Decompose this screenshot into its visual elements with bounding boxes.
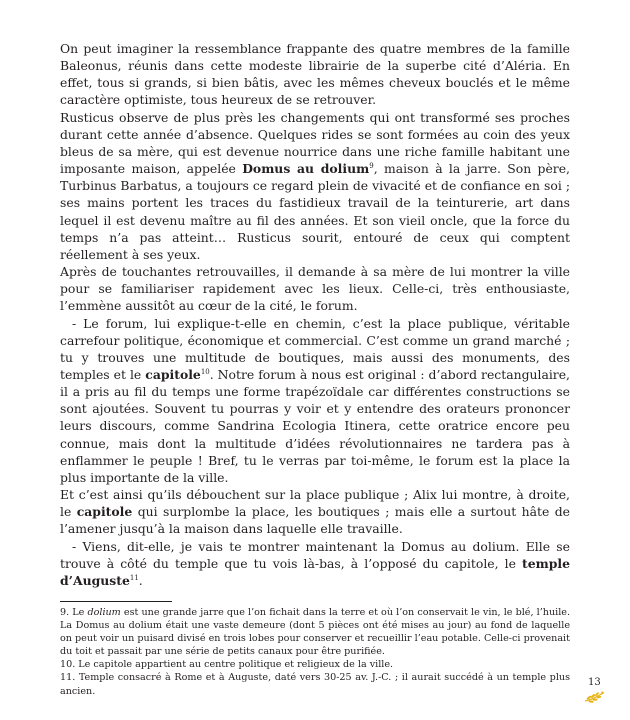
footnote-reference: 9 (369, 161, 374, 170)
bold-term: temple d’Auguste (60, 555, 570, 588)
bold-term: capitole (76, 504, 133, 520)
paragraph (60, 40, 570, 109)
footnote (60, 671, 570, 697)
bold-term: Domus au dolium (242, 161, 370, 177)
text-run: On peut imaginer la ressemblance frappante des quatre membres de la famille Baleonus, réunis dans cette modeste librairie de la superbe cité d’Aléria. En effet, tous si grands, si bien bâtis, avec les mêmes cheveux bouclés et le même caractère optimiste, tous heureux de se retrouver. (60, 41, 570, 108)
footnote-reference: 10 (200, 367, 210, 376)
text-run: 9. Le (60, 607, 88, 618)
paragraph (60, 109, 570, 263)
text-run: 10. Le capitole appartient au centre politique et religieux de la ville. (60, 659, 394, 671)
text-run: . Notre forum à nous est original : d’abord rectangulaire, il a pris au fil du temps une forme trapézoïdale car différentes constructions se sont ajoutées. Souvent tu pourras y voir et y entendre des orateurs prononcer leurs discours, comme Sandrina Ecologia Itinera, cette oratrice encore peu connue, mais dont la multitude d’idées révolutionnaires ne tardera pas à enflammer le peuple ! Bref, tu le verras par toi-même, le forum est la place la plus importante de la ville. (60, 366, 570, 485)
footnote (60, 606, 570, 658)
footnote-separator (60, 601, 172, 602)
laurel-icon (582, 690, 606, 704)
footnote-reference: 11 (129, 573, 139, 582)
text-run: est une grande jarre que l’on fichait dans la terre et où l’on conservait le vin, le blé, l’huile. La Domus au dolium était une vaste demeure (dont 5 pièces ont été mises au jour) au fond de laquelle on peut voir un puisard divisé en trois lobes pour conserver et recueillir l’eau potable. Celle-ci provenait du toit et passait par une série de petits canaux pour être purifiée. (60, 607, 570, 658)
text-run: Après de touchantes retrouvailles, il demande à sa mère de lui montrer la ville pour se familiariser rapidement avec les lieux. Celle-ci, très enthousiaste, l’emmène aussitôt au cœur de la cité, le forum. (60, 264, 570, 314)
footnotes (60, 606, 570, 698)
paragraph (60, 538, 570, 589)
italic-term: dolium (87, 607, 121, 618)
text-run: 11. Temple consacré à Rome et à Auguste, daté vers 30-25 av. J.-C. ; il aurait succédé à un temple plus ancien. (60, 672, 570, 697)
text-run: . (138, 572, 143, 588)
text-run: Et c’est ainsi qu’ils débouchent sur la place publique ; Alix lui montre, à droite, le (60, 487, 570, 520)
text-run: qui surplombe la place, les boutiques ; mais elle a surtout hâte de l’amener jusqu’à la maison dans laquelle elle travaille. (60, 504, 570, 537)
paragraph (60, 486, 570, 537)
text-run: Rusticus observe de plus près les changements qui ont transformé ses proches durant cette année d’absence. Quelques rides se sont formées au coin des yeux bleus de sa mère, qui est devenue nourrice dans une riche famille habitant une imposante maison, appelée (60, 109, 570, 177)
page-number: 13 (588, 677, 601, 688)
paragraph (60, 263, 570, 314)
page-content (60, 40, 570, 698)
body-text (60, 40, 570, 589)
paragraph (60, 315, 570, 487)
text-run: - Le forum, lui explique-t-elle en chemin, c’est la place publique, véritable carrefour politique, économique et commercial. C’est comme un grand marché ; tu y trouves une multitude de boutiques, mais aussi des monuments, des temples et le (60, 315, 570, 382)
bold-term: capitole (145, 366, 201, 382)
text-run: - Viens, dit-elle, je vais te montrer maintenant la Domus au dolium. Elle se trouve à côté du temple que tu vois là-bas, à l’opposé du capitole, le (60, 538, 570, 571)
text-run: , maison à la jarre. Son père, Turbinus Barbatus, a toujours ce regard plein de vivacité et de confiance en soi ; ses mains portent les traces du fastidieux travail de la teinturerie, art dans lequel il est devenu maître au fil des années. Et son vieil oncle, que la force du temps n’a pas atteint… Rusticus sourit, entouré de ceux qui comptent réellement à ses yeux. (60, 161, 570, 262)
footnote (60, 658, 570, 671)
